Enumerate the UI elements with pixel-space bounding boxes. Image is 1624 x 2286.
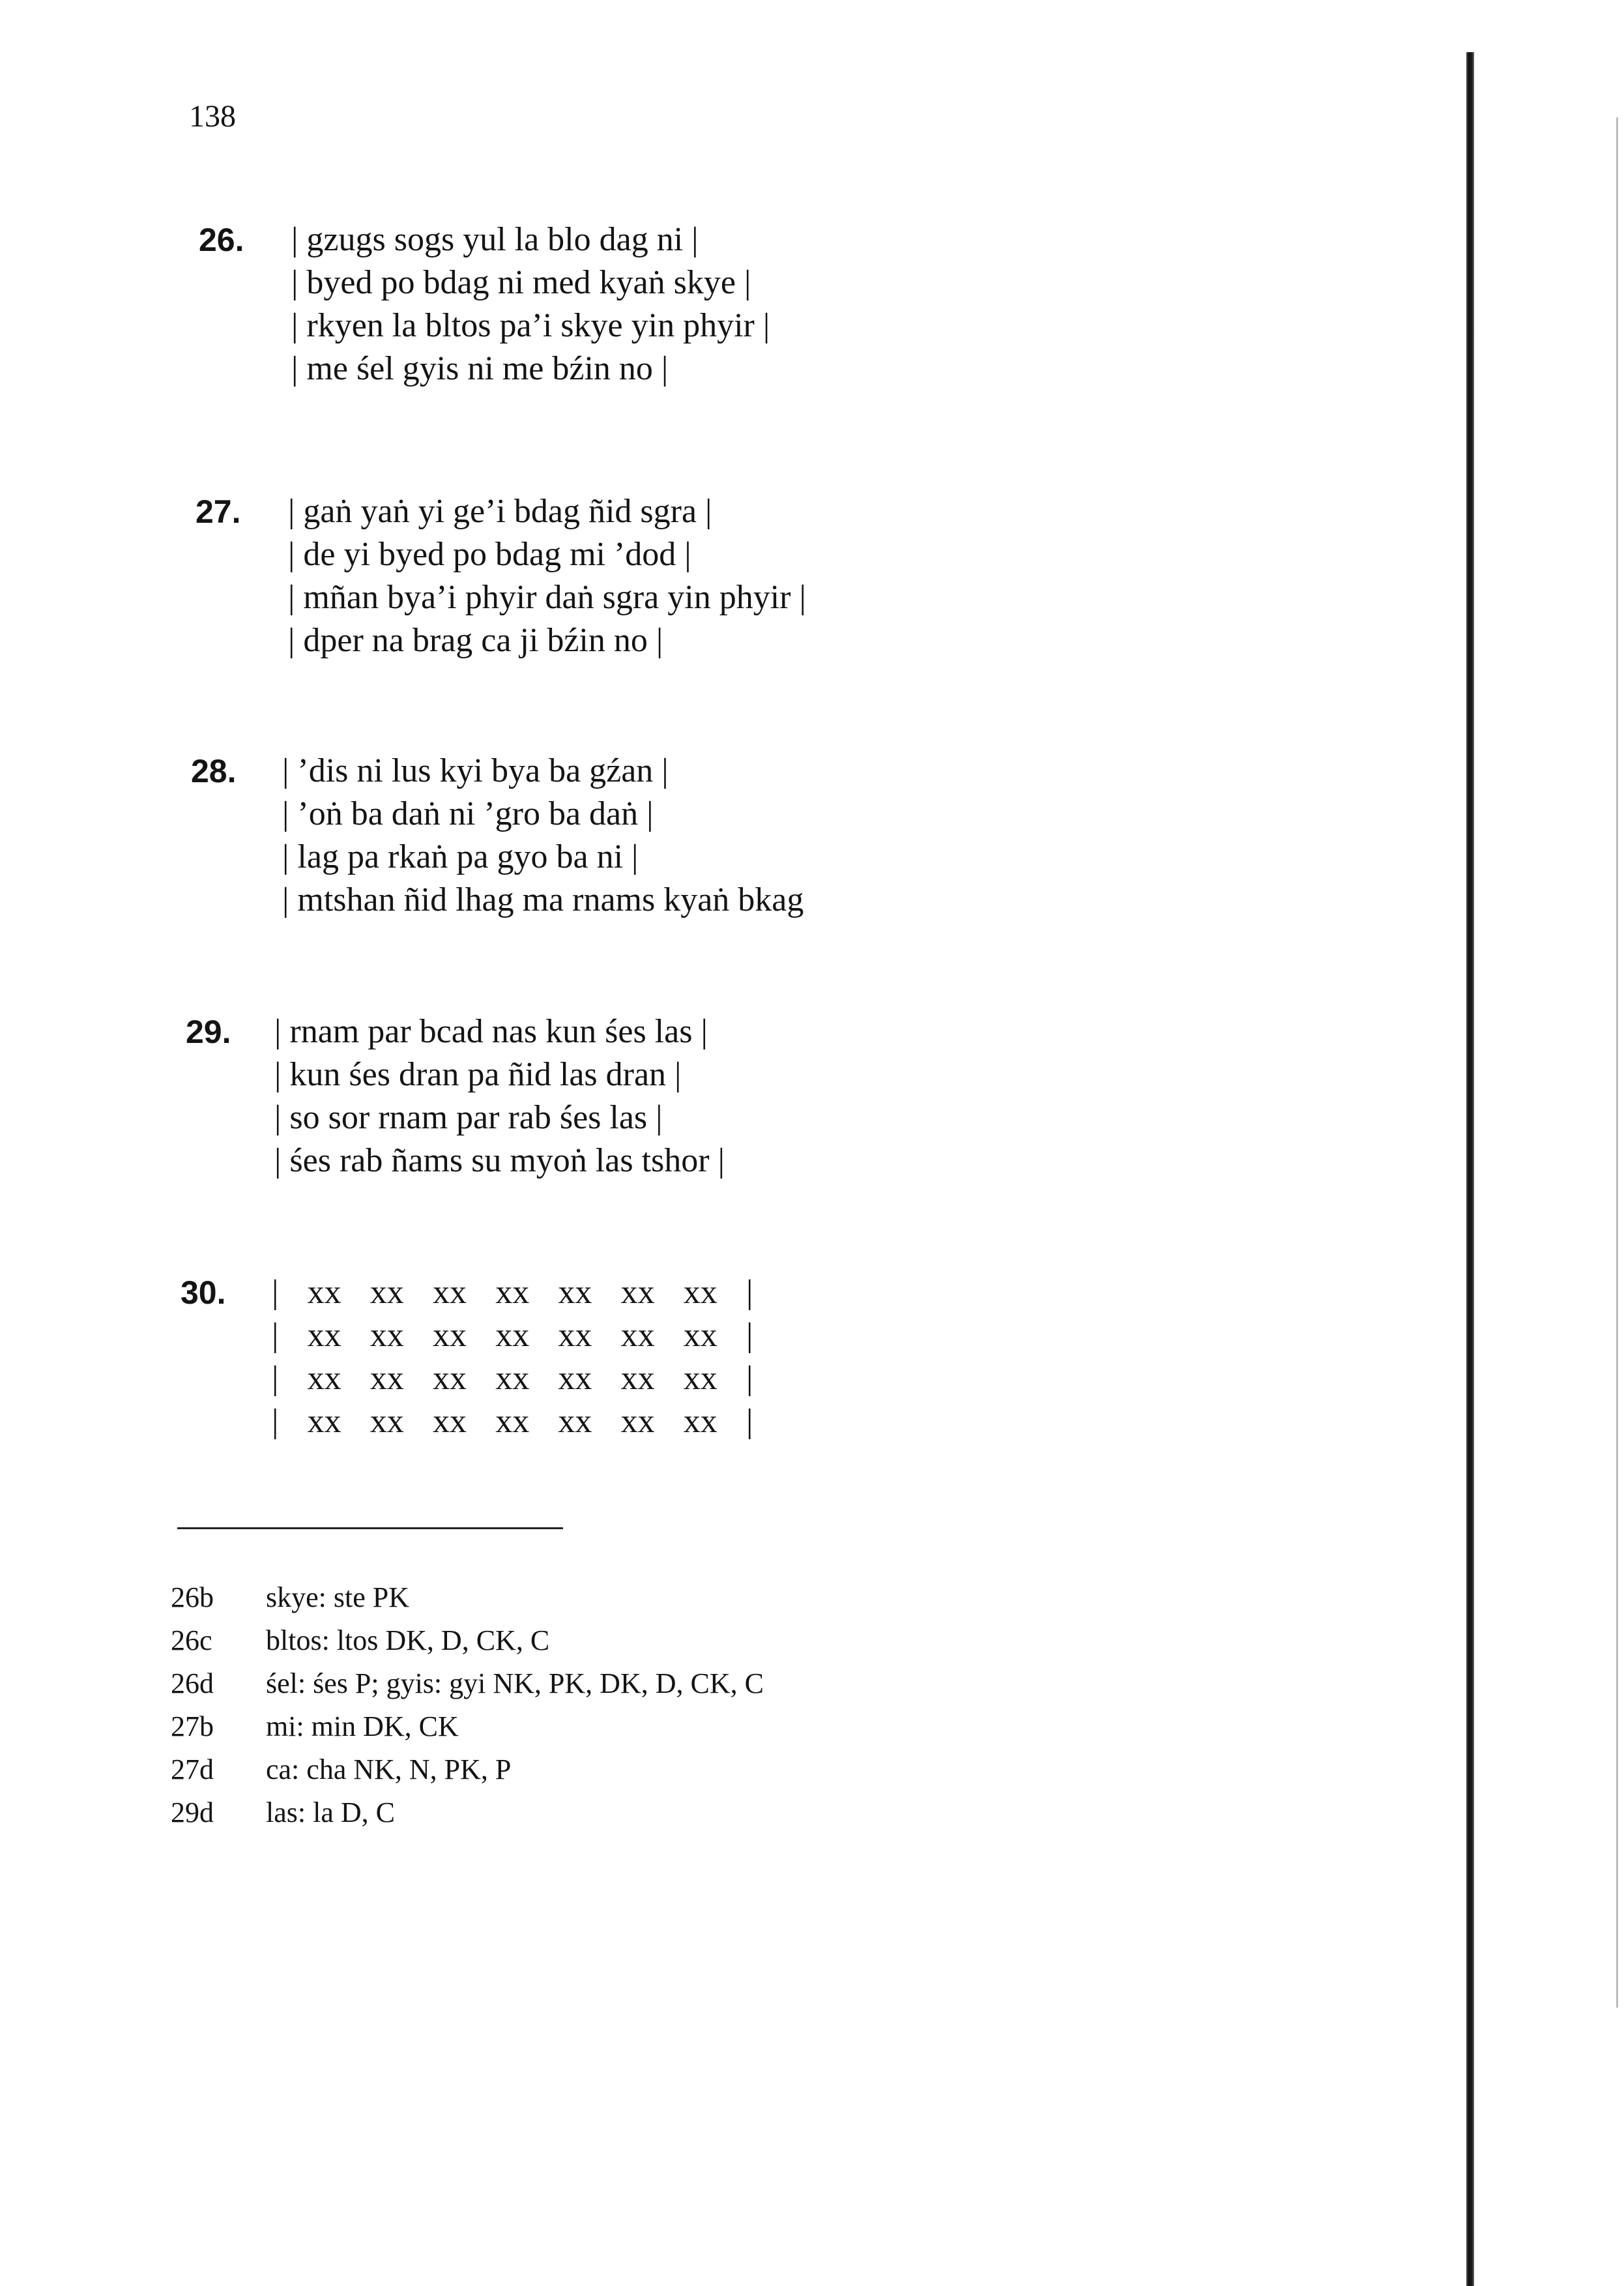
footnote-text: las: la D, C: [266, 1796, 395, 1828]
verse-line: | xx xx xx xx xx xx xx |: [272, 1360, 753, 1397]
verse-line: | ’dis ni lus kyi bya ba gźan |: [282, 752, 669, 789]
footnote-26d: [171, 1662, 764, 1705]
footnote-key: 29d: [171, 1796, 214, 1828]
verse-line: | rkyen la bltos pa’i skye yin phyir |: [291, 307, 770, 344]
verse-line: | me śel gyis ni me bźin no |: [291, 350, 669, 387]
page-number: 138: [189, 99, 236, 134]
verse-line: | ’oṅ ba daṅ ni ’gro ba daṅ |: [282, 795, 654, 832]
footnote-key: 26c: [171, 1624, 212, 1656]
verse-number: 28.: [191, 753, 237, 789]
scan-edge-faint: [1616, 117, 1618, 2008]
footnote-key: 26d: [171, 1667, 214, 1699]
verse-number: 26.: [199, 222, 244, 258]
verse-line: | de yi byed po bdag mi ’dod |: [288, 536, 691, 573]
verse-line: | dper na brag ca ji bźin no |: [288, 622, 663, 659]
verse-line: | byed po bdag ni med kyaṅ skye |: [291, 264, 751, 301]
verse-line: | lag pa rkaṅ pa gyo ba ni |: [282, 838, 639, 875]
footnote-26c: [171, 1619, 549, 1662]
verse-line: | rnam par bcad nas kun śes las |: [274, 1013, 708, 1050]
verse-line: | gaṅ yaṅ yi ge’i bdag ñid sgra |: [288, 493, 712, 530]
footnote-26b: [171, 1576, 409, 1619]
footnote-text: bltos: ltos DK, D, CK, C: [266, 1624, 550, 1656]
verse-line: | so sor rnam par rab śes las |: [274, 1099, 663, 1136]
verse-line: | xx xx xx xx xx xx xx |: [272, 1317, 753, 1354]
verse-line: | xx xx xx xx xx xx xx |: [272, 1403, 753, 1440]
verse-number: 29.: [186, 1014, 231, 1050]
footnote-divider: [177, 1527, 563, 1529]
verse-line: | mñan bya’i phyir daṅ sgra yin phyir |: [288, 579, 806, 616]
footnote-text: ca: cha NK, N, PK, P: [266, 1753, 512, 1785]
verse-line: | mtshan ñid lhag ma rnams kyaṅ bkag: [282, 881, 804, 918]
verse-number: 30.: [181, 1274, 226, 1311]
verse-number: 27.: [196, 493, 241, 530]
scan-edge-shadow: [1466, 52, 1474, 2286]
footnote-27b: [171, 1705, 459, 1748]
verse-line: | śes rab ñams su myoṅ las tshor |: [274, 1142, 725, 1179]
verse-line: | kun śes dran pa ñid las dran |: [274, 1056, 682, 1093]
verse-line: | gzugs sogs yul la blo dag ni |: [291, 221, 699, 258]
footnote-text: mi: min DK, CK: [266, 1710, 459, 1742]
footnote-27d: [171, 1748, 511, 1791]
footnote-key: 26b: [171, 1581, 214, 1613]
footnote-key: 27b: [171, 1710, 214, 1742]
footnote-text: skye: ste PK: [266, 1581, 409, 1613]
footnote-key: 27d: [171, 1753, 214, 1785]
verse-line: | xx xx xx xx xx xx xx |: [272, 1274, 753, 1311]
footnote-text: śel: śes P; gyis: gyi NK, PK, DK, D, CK, C: [266, 1667, 764, 1699]
footnote-29d: [171, 1791, 395, 1834]
